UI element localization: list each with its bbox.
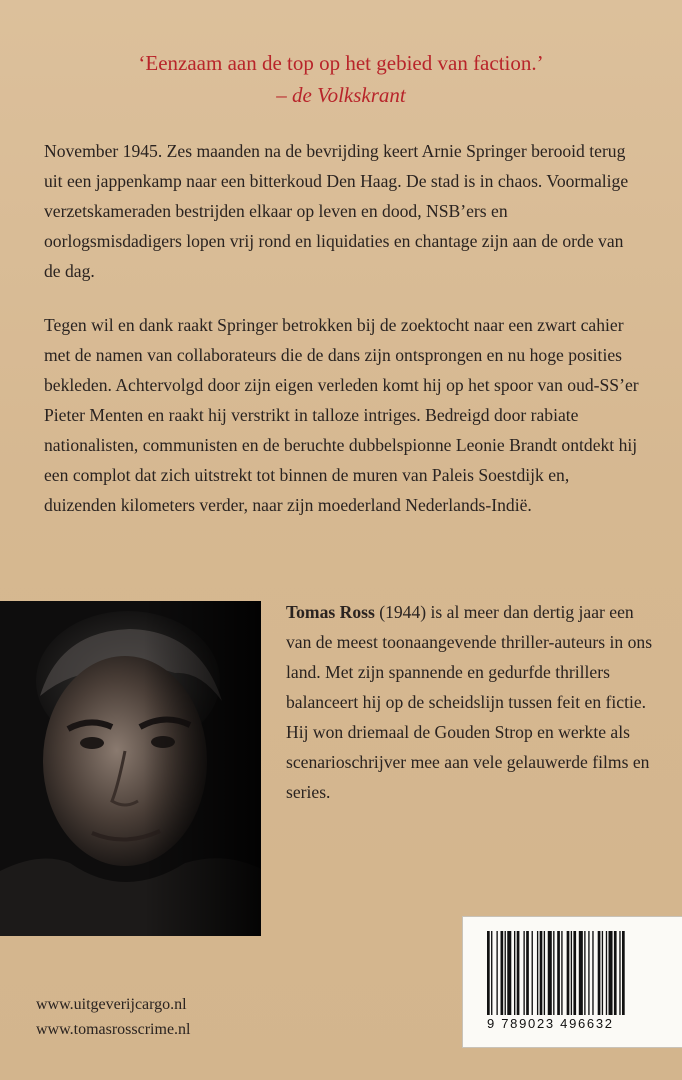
barcode [485,931,661,1015]
barcode-bar [588,931,589,1015]
barcode-bar [514,931,515,1015]
barcode-bar [523,931,524,1015]
barcode-bar [573,931,576,1015]
author-name: Tomas Ross [286,602,375,622]
barcode-bar [567,931,570,1015]
barcode-bar [614,931,617,1015]
barcode-bar [622,931,625,1015]
barcode-bar [602,931,603,1015]
barcode-bar [532,931,533,1015]
author-bio-text: (1944) is al meer dan dertig jaar een van de meest toonaangevende thriller-auteurs in ons land. Met zijn spannende en gedurfde thrillers balanceert hij op de scheidslijn tussen feit en fictie. Hij won driemaal de Gouden Strop en werkte als scenarioschrijver mee aan vele gelauwerde films en series. [286,602,653,802]
barcode-bar [571,931,572,1015]
barcode-bar [501,931,504,1015]
barcode-bar [544,931,545,1015]
barcode-bar [526,931,529,1015]
barcode-bar [592,931,593,1015]
barcode-bar [579,931,583,1015]
barcode-bar [491,931,492,1015]
barcode-bar [584,931,585,1015]
barcode-bar [537,931,538,1015]
barcode-bar [496,931,497,1015]
barcode-bar [598,931,601,1015]
press-quote: ‘Eenzaam aan de top op het gebied van faction.’ [138,51,544,75]
barcode-bar [606,931,607,1015]
isbn-number: 9 789023 496632 [487,1016,614,1031]
author-photo [0,601,261,936]
author-url: www.tomasrosscrime.nl [36,1021,191,1038]
blurb-paragraph-2: Tegen wil en dank raakt Springer betrokken bij de zoektocht naar een zwart cahier met de namen van collaborateurs die de dans zijn ontsprongen en nu hoge posities bekleden. Achtervolgd door zijn eigen verleden komt hij op het spoor van oud-SS’er Pieter Menten en raakt hij verstrikt in talloze intriges. Bedreigd door rabiate nationalisten, communisten en de beruchte dubbelspionne Leonie Brandt ontdekt hij een complot dat zich uitstrekt tot binnen de muren van Paleis Soestdijk en, duizenden kilometers verder, naar zijn moederland Nederlands-Indië. [44,315,639,515]
barcode-bar [487,931,490,1015]
barcode-bar [609,931,613,1015]
barcode-bar [507,931,511,1015]
barcode-bar [557,931,560,1015]
barcode-bar [517,931,520,1015]
websites [36,992,191,1042]
barcode-bar [553,931,554,1015]
author-bio [286,597,656,807]
blurb-paragraph-1: November 1945. Zes maanden na de bevrijding keert Arnie Springer berooid terug uit een jappenkamp naar een bitterkoud Den Haag. De stad is in chaos. Voormalige verzetskameraden bestrijden elkaar op leven en dood, NSB’ers en oorlogsmisdadigers lopen vrij rond en liquidaties en chantage zijn aan de orde van de dag. [44,141,629,281]
barcode-label [462,916,682,1048]
publisher-url: www.uitgeverijcargo.nl [36,996,187,1013]
barcode-bar [505,931,506,1015]
barcode-bar [540,931,543,1015]
barcode-bar [548,931,552,1015]
barcode-bar [561,931,562,1015]
quote-source: – de Volkskrant [276,83,406,107]
barcode-bar [619,931,620,1015]
